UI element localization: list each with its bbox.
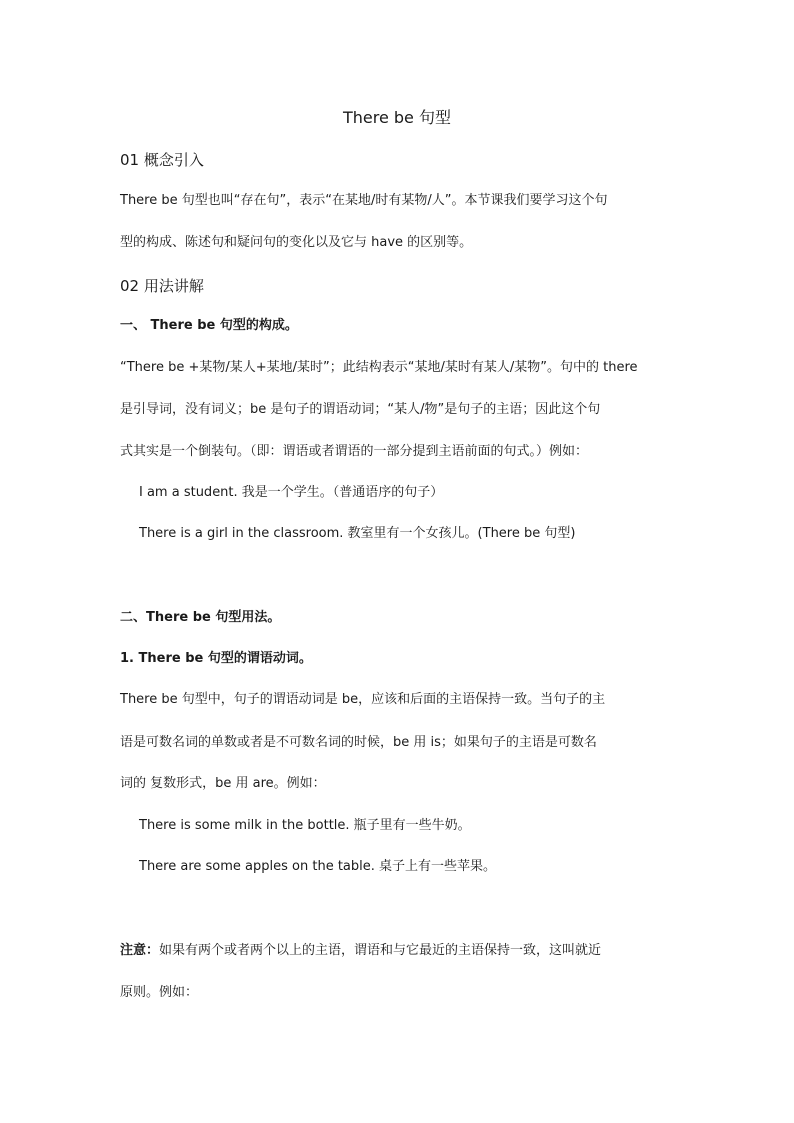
section-heading-concept: 01 概念引入 — [120, 151, 204, 169]
note-paragraph-line: 原则。例如： — [120, 985, 199, 1000]
note-label: 注意： — [120, 943, 160, 958]
example-sentence: There are some apples on the table. 桌子上有一些苹果。 — [139, 859, 497, 874]
section-heading-usage: 02 用法讲解 — [120, 277, 204, 295]
paragraph-line: There be 句型也叫“存在句”，表示“在某地/时有某物/人”。本节课我们要学习这个句 — [120, 193, 608, 208]
example-sentence: I am a student. 我是一个学生。（普通语序的句子） — [139, 485, 444, 500]
subsection-heading-structure: 一、 There be 句型的构成。 — [120, 318, 298, 333]
paragraph-line: 型的构成、陈述句和疑问句的变化以及它与 have 的区别等。 — [120, 235, 473, 250]
note-text: 如果有两个或者两个以上的主语，谓语和与它最近的主语保持一致，这叫就近 — [159, 943, 602, 958]
paragraph-line: 式其实是一个倒装句。（即：谓语或者谓语的一部分提到主语前面的句式。）例如： — [120, 444, 589, 459]
document-title: There be 句型 — [342, 108, 451, 127]
note-paragraph-line — [120, 943, 680, 959]
paragraph-line: 语是可数名词的单数或者是不可数名词的时候，be 用 is；如果句子的主语是可数名 — [120, 735, 597, 750]
example-sentence: There is a girl in the classroom. 教室里有一个女孩儿。(There be 句型) — [139, 526, 576, 541]
paragraph-line: “There be +某物/某人+某地/某时”；此结构表示“某地/某时有某人/某物”。句中的 there — [120, 360, 638, 375]
paragraph-line: 是引导词，没有词义；be 是句子的谓语动词；“某人/物”是句子的主语；因此这个句 — [120, 402, 601, 417]
subsection-heading-verb: 1. There be 句型的谓语动词。 — [120, 651, 312, 666]
example-sentence: There is some milk in the bottle. 瓶子里有一些牛奶。 — [139, 818, 471, 833]
paragraph-line: There be 句型中，句子的谓语动词是 be，应该和后面的主语保持一致。当句子的主 — [120, 692, 606, 707]
paragraph-line: 词的 复数形式，be 用 are。例如： — [120, 776, 326, 791]
subsection-heading-usage: 二、There be 句型用法。 — [120, 610, 281, 625]
